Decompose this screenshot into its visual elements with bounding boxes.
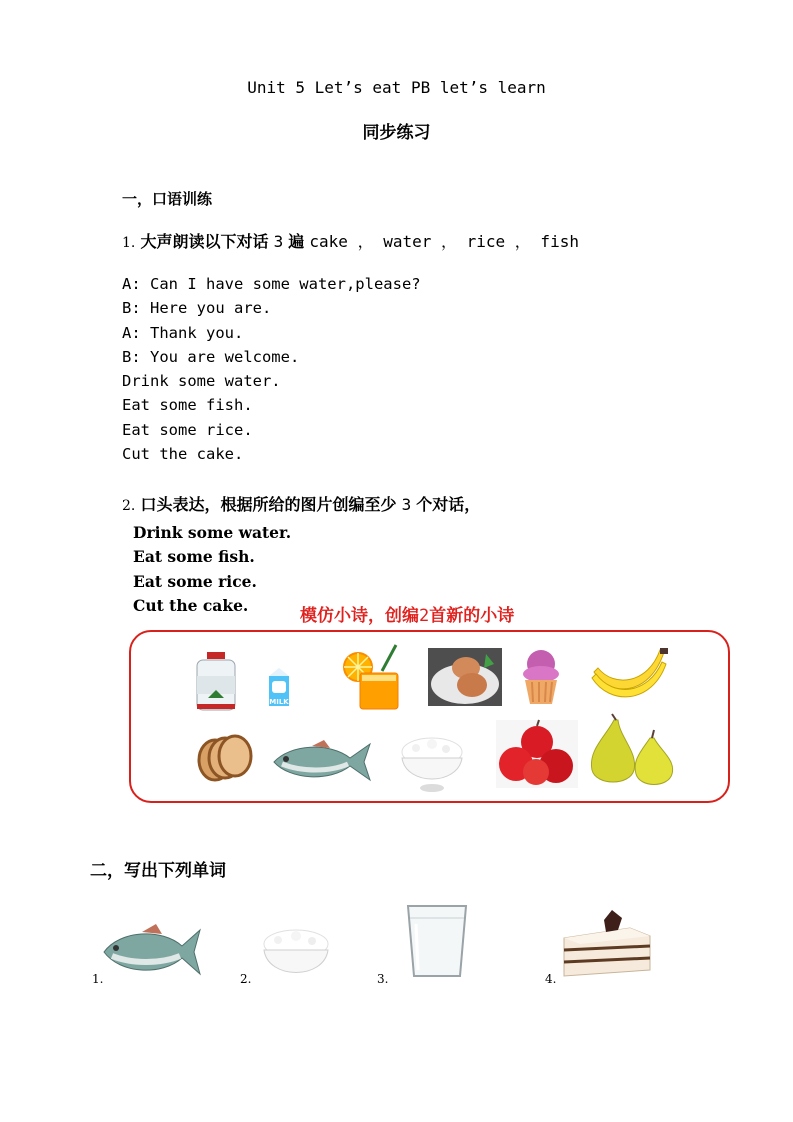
cupcake-icon: [520, 646, 562, 706]
poem-instruction: [300, 601, 514, 626]
question-1-count: 3: [273, 232, 284, 251]
dialog-line: Eat some fish.: [122, 396, 253, 415]
poem-instruction-a: 模仿小诗，创编: [300, 606, 419, 626]
rice-bowl-icon: [396, 734, 468, 794]
poem-count: 2: [419, 606, 430, 626]
question-1: [122, 229, 579, 252]
poem-instruction-b: 首新的小诗: [429, 606, 515, 626]
phrase-line: Cut the cake.: [133, 595, 249, 615]
phrase-line: Eat some fish.: [133, 547, 255, 567]
question-2-number: 2.: [122, 498, 136, 514]
question-1-instruction: 大声朗读以下对话: [140, 232, 269, 251]
section2-heading: 二，写出下列单词: [90, 861, 226, 881]
section1-heading: 一，口语训练: [122, 190, 213, 208]
pears-icon: [584, 714, 676, 788]
bread-icon: [193, 734, 253, 782]
fish-icon: [102, 924, 202, 978]
rice-bowl-icon: [258, 926, 334, 982]
worksheet-title: Unit 5 Let’s eat PB let’s learn: [247, 78, 546, 97]
dialog-line: Eat some rice.: [122, 420, 253, 439]
bananas-icon: [590, 648, 670, 706]
cake-slice-icon: [560, 910, 654, 982]
svg-text:MILK: MILK: [269, 698, 289, 706]
milk-carton-icon: [265, 668, 293, 710]
dialog-line: A: Can I have some water,please?: [122, 275, 421, 293]
item-number-4: 4.: [545, 972, 557, 986]
dialog-line: Drink some water.: [122, 372, 281, 391]
question-2-instruction-a: 口头表达，根据所给的图片创编至少: [140, 495, 397, 514]
apples-icon: [496, 720, 578, 788]
item-number-1: 1.: [92, 972, 104, 986]
question-1-words: cake ， water ， rice ， fish: [309, 232, 579, 251]
dialog-line: Cut the cake.: [122, 445, 244, 464]
item-number-2: 2.: [240, 972, 252, 986]
water-bottle-icon: [193, 652, 239, 712]
eggs-icon: [428, 648, 502, 706]
dialog-line: B: You are welcome.: [122, 347, 300, 366]
question-2: [122, 492, 480, 515]
dialog-line: A: Thank you.: [122, 323, 244, 342]
dialog-text: [122, 272, 421, 466]
question-2-instruction-b: 个对话，: [416, 495, 481, 514]
question-1-times: 遍: [288, 232, 305, 251]
water-glass-icon: [406, 904, 468, 978]
juice-icon: [342, 645, 404, 711]
phrase-line: Eat some rice.: [133, 571, 257, 591]
phrase-list: [133, 521, 291, 618]
dialog-line: B: Here you are.: [122, 299, 272, 318]
question-2-count: 3: [401, 495, 412, 514]
fish-icon: [272, 740, 372, 784]
item-number-3: 3.: [377, 972, 389, 986]
question-1-number: 1.: [122, 235, 136, 251]
worksheet-subtitle: 同步练习: [362, 123, 431, 143]
phrase-line: Drink some water.: [133, 523, 292, 542]
